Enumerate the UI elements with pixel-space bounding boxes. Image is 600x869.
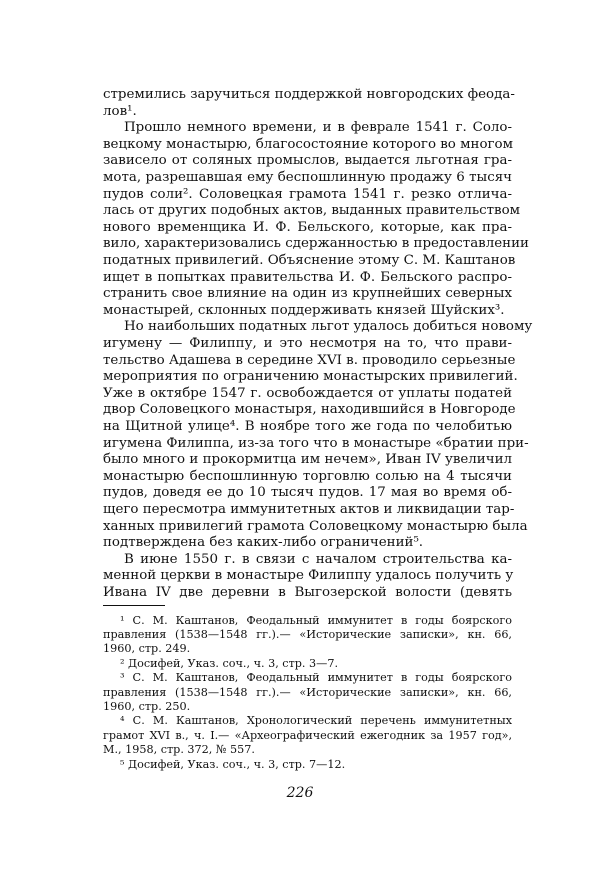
body-line: вило, характеризовались сдержанностью в предоставлении — [103, 236, 529, 252]
page-number: 226 — [286, 785, 314, 801]
footnote-line: правления (1538—1548 гг.).— «Исторические записки», кн. 66, — [103, 685, 512, 699]
body-line: Прошло немного времени, и в феврале 1541 г. Соло- — [124, 120, 512, 136]
footnote-line: ⁴ С. М. Каштанов, Хронологический перечень иммунитетных — [120, 714, 512, 728]
body-line: нового временщика И. Ф. Бельского, которые, как пра- — [103, 219, 512, 235]
footnote-line: ⁵ Досифей, Указ. соч., ч. 3, стр. 7—12. — [120, 757, 346, 771]
body-line: зависело от соляных промыслов, выдается льготная гра- — [103, 153, 512, 169]
body-line: щего пересмотра иммунитетных актов и ликвидации тар- — [103, 502, 515, 517]
footnote-line: 1960, стр. 250. — [103, 700, 191, 713]
body-line: Уже в октябре 1547 г. освобождается от уплаты податей — [103, 385, 512, 401]
body-line: ищет в попытках правительства И. Ф. Бельского распро- — [103, 269, 512, 285]
body-line: пудов соли². Соловецкая грамота 1541 г. резко отлича- — [103, 186, 512, 202]
body-line: лась от других подобных актов, выданных правительством — [103, 203, 521, 219]
body-line: монастырю беспошлинную торговлю солью на 4 тысячи — [103, 468, 512, 484]
body-line: В июне 1550 г. в связи с началом строительства ка- — [124, 551, 512, 567]
body-line: мота, разрешавшая ему беспошлинную продажу 6 тысяч — [103, 170, 512, 185]
body-line: мероприятия по ограничению монастырских привилегий. — [103, 369, 518, 385]
body-line: податных привилегий. Объяснение этому С. М. Каштанов — [103, 253, 516, 268]
body-line: монастырей, склонных поддерживать князей Шуйских³. — [103, 302, 505, 318]
footnote-line: грамот XVI в., ч. I.— «Археографический ежегодник за 1957 год», — [103, 728, 512, 742]
body-line: двор Соловецкого монастыря, находившийся в Новгороде — [103, 402, 516, 418]
footnote-line: правления (1538—1548 гг.).— «Исторические записки», кн. 66, — [103, 628, 512, 641]
body-line: подтверждена без каких-либо ограничений⁵. — [103, 535, 424, 551]
body-line: лов¹. — [103, 103, 137, 119]
body-line: странить свое влияние на один из крупнейших северных — [103, 286, 512, 302]
footnote-line: ¹ С. М. Каштанов, Феодальный иммунитет в годы боярского — [120, 613, 512, 627]
body-line: игумена Филиппа, из-за того что в монастыре «братии при- — [103, 435, 529, 451]
footnote-line: М., 1958, стр. 372, № 557. — [103, 743, 255, 757]
body-line: вецкому монастырю, благосостояние которого во многом — [103, 136, 514, 152]
body-line: было много и прокормитца им нечем», Иван IV увеличил — [103, 452, 512, 468]
body-line: Ивана IV две деревни в Выгозерской волости (девять — [103, 585, 512, 600]
footnote-line: 1960, стр. 249. — [103, 642, 191, 656]
body-line: стремились заручиться поддержкой новгородских феода- — [103, 87, 515, 102]
body-line: тельство Адашева в середине XVI в. проводило серьезные — [103, 352, 516, 368]
body-line: игумену — Филиппу, и это несмотря на то, что прави- — [103, 336, 512, 351]
body-line: пудов, доведя ее до 10 тысяч пудов. 17 мая во время об- — [103, 485, 512, 501]
footnote-line: ³ С. М. Каштанов, Феодальный иммунитет в годы боярского — [120, 671, 512, 685]
footnote-separator-rule — [103, 605, 165, 606]
body-line: Но наибольших податных льгот удалось добиться новому — [124, 319, 533, 335]
body-line: менной церкви в монастыре Филиппу удалось получить у — [103, 568, 514, 584]
footnote-line: ² Досифей, Указ. соч., ч. 3, стр. 3—7. — [120, 656, 339, 670]
body-line: на Щитной улице⁴. В ноябре того же года по челобитью — [103, 419, 512, 434]
body-line: ханных привилегий грамота Соловецкому монастырю была — [103, 518, 528, 534]
